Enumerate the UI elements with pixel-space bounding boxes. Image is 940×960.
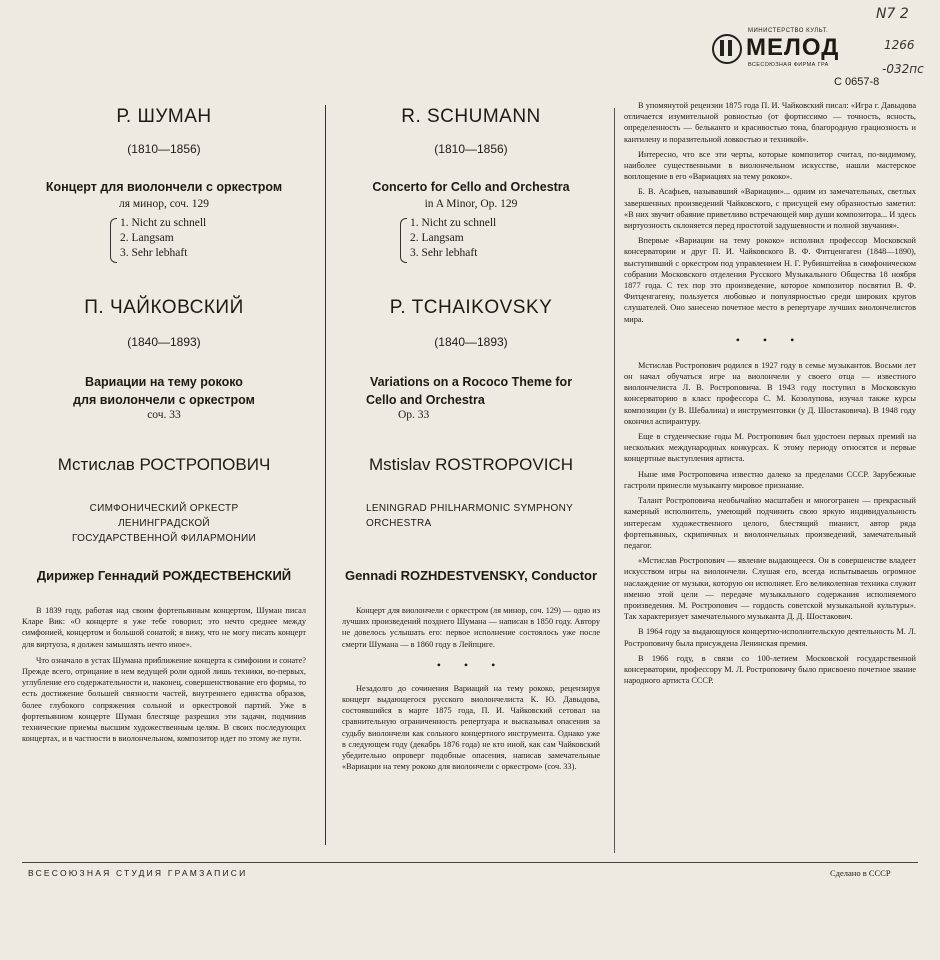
composer-schumann-en: R. SCHUMANN bbox=[401, 106, 541, 127]
conductor-ru: Дирижер Геннадий РОЖДЕСТВЕНСКИЙ bbox=[36, 568, 292, 583]
opus-tchaikovsky-en: Op. 33 bbox=[398, 409, 430, 421]
orchestra-line: ЛЕНИНГРАДСКОЙ bbox=[118, 518, 210, 529]
paragraph: Концерт для виолончели с оркестром (ля минор, соч. 129) — одно из лучших произведений позднего Шумана — написан в 1850 году. Автору не довелось услышать его: первое исполнение состоялось уже после смерти Шумана — в 1860 году в Лейпциге. bbox=[342, 606, 600, 649]
orchestra-line: ORCHESTRA bbox=[366, 518, 432, 529]
work-title-tchaikovsky-en-2: Cello and Orchestra bbox=[366, 393, 485, 407]
orchestra-en bbox=[338, 501, 604, 531]
list-item: 1. Nicht zu schnell bbox=[120, 217, 207, 229]
movement-list-en bbox=[400, 216, 604, 261]
handwritten-note-1: N7 2 bbox=[876, 6, 909, 22]
opus-tchaikovsky-ru: соч. 33 bbox=[147, 409, 181, 421]
brace bbox=[110, 218, 117, 263]
paragraph: Что означало в устах Шумана приближение концерта к симфонии и сонате? Прежде всего, отрицание в нем ведущей роли одной лишь техники, во-первых, углубление его содержательности и, наконец, совершенствование его формы, то есть достижение большей связности частей, внутреннего единства образов, более глубокого сопряжения сольной и оркестровой партий. Уже в фортепьянном концерте Шуман блестяще разрешил эти задачи, подчинив технические приемы высшим художественным целям. В своих последующих концертах, и в частности в виолончельном, композитор идет по этому же пути. bbox=[22, 655, 306, 744]
logo-line1: МИНИСТЕРСТВО КУЛЬТ. bbox=[748, 28, 829, 34]
paragraph: Интересно, что все эти черты, которые композитор считал, по-видимому, наиболее существенными в виолончельном искусстве, нашли мастерское воплощение в его «Вариациях на тему рококо». bbox=[624, 149, 916, 182]
work-title-tchaikovsky-ru-1: Вариации на тему рококо bbox=[85, 375, 243, 389]
orchestra-line: LENINGRAD PHILHARMONIC SYMPHONY bbox=[366, 503, 574, 514]
performer-ru: Мстислав РОСТРОПОВИЧ bbox=[57, 455, 271, 474]
footer-studio: ВСЕСОЮЗНАЯ СТУДИЯ ГРАМЗАПИСИ bbox=[28, 868, 248, 878]
paragraph: Незадолго до сочинения Вариаций на тему рококо, рецензируя концерт выдающегося русского виолончелиста К. Ю. Давыдова, состоявшийся в марте 1875 года, П. И. Чайковский сетовал на сравнительную ограниченность репертуара и высказывал опасения за судьбу виолончели как сольного концертного инструмента. Однако уже в следующем году (декабрь 1876 года) не кто иной, как сам Чайковский убедительно опроверг подобные опасения, написав замечательные «Вариации на тему рококо для виолончели с оркестром» (соч. 33). bbox=[342, 683, 600, 772]
footer-rule bbox=[22, 862, 918, 863]
composer-schumann-ru: Р. ШУМАН bbox=[116, 106, 212, 127]
paragraph: В 1964 году за выдающуюся концертно-исполнительскую деятельность М. Л. Ростроповичу была присуждена Ленинская премия. bbox=[624, 627, 916, 648]
footer-made-in: Сделано в СССР bbox=[830, 868, 891, 878]
paragraph: «Мстислав Ростропович — явление выдающееся. Он в совершенстве владеет искусством игры на виолончели. Слушая его, всегда испытываешь огромное наслаждение от музыки, которую он исполняет. Его великолепная техника служит именно этой цели — передаче музыкального содержания исполняемого произведения. М. Ростропович — гордость советской музыкальной культуры». Так характеризует замечательного музыканта Д. Д. Шостакович. bbox=[624, 556, 916, 622]
section-separator: • • • bbox=[735, 332, 805, 347]
work-title-tchaikovsky-en-1: Variations on a Rococo Theme for bbox=[369, 375, 573, 389]
left-column bbox=[18, 100, 310, 749]
movement-list-ru bbox=[110, 216, 310, 261]
work-title-schumann-en: Concerto for Cello and Orchestra bbox=[372, 180, 570, 194]
paragraph: Мстислав Ростропович родился в 1927 году в семье музыкантов. Восьми лет он начал обучаться игре на виолончели у своего отца — известного виолончелиста Л. В. Ростроповича. В 1943 году поступил в Московскую консерваторию в класс профессора С. М. Козолупова, изучал также курсы композиции (у В. Шебалина) и инструментовки (у Д. Шостаковича). В 1948 году окончил аспирантуру. bbox=[624, 360, 916, 426]
conductor-en: Gennadi ROZHDESTVENSKY, Conductor bbox=[344, 568, 598, 583]
section-separator: • • • bbox=[436, 657, 506, 672]
dates-schumann-ru: (1810—1856) bbox=[127, 142, 201, 156]
liner-notes-ru bbox=[18, 605, 310, 744]
paragraph: Талант Ростроповича необычайно масштабен и многогранен — прекрасный камерный исполнитель, умеющий подчинить свою яркую индивидуальность интересам художественного целого, блестящий пианист, автор ряда фортепьянных, скрипичных и виолончельных произведений, замечательный педагог. bbox=[624, 496, 916, 550]
composer-tchaikovsky-en: P. TCHAIKOVSKY bbox=[389, 297, 553, 318]
catalog-number: С 0657-8 bbox=[834, 76, 880, 88]
paragraph: Б. В. Асафьев, называвший «Вариации»... одним из замечательных, светлых завершенных произведений Чайковского, с присущей ему образностью заметил: «В них звучит обаяние приветливо встречающей мир души композитора... И здесь виртуозность склоняется перед простотой задушевности и полной звучания». bbox=[624, 187, 916, 231]
column-divider-right bbox=[614, 108, 615, 853]
work-title-tchaikovsky-ru-2: для виолончели с оркестром bbox=[73, 393, 255, 407]
logo-emblem-icon bbox=[712, 34, 742, 64]
list-item: 1. Nicht zu schnell bbox=[410, 217, 497, 229]
orchestra-line: ГОСУДАРСТВЕННОЙ ФИЛАРМОНИИ bbox=[71, 533, 257, 544]
orchestra-line: СИМФОНИЧЕСКИЙ ОРКЕСТР bbox=[89, 503, 239, 514]
melodiya-logo bbox=[706, 26, 884, 72]
paragraph: Еще в студенческие годы М. Ростропович был удостоен первых премий на нескольких международных конкурсах. К этому периоду относятся и первые концертные выступления артиста. bbox=[624, 432, 916, 464]
logo-main: МЕЛОД bbox=[746, 34, 840, 61]
middle-column bbox=[338, 100, 604, 777]
logo-line2: ВСЕСОЮЗНАЯ ФИРМА ГРА bbox=[748, 62, 829, 68]
orchestra-ru bbox=[18, 501, 310, 546]
liner-notes-mid bbox=[338, 605, 604, 772]
list-item: 2. Langsam bbox=[120, 232, 174, 244]
performer-en: Mstislav ROSTROPOVICH bbox=[368, 455, 574, 474]
dates-tchaikovsky-ru: (1840—1893) bbox=[127, 335, 201, 349]
list-item: 2. Langsam bbox=[410, 232, 464, 244]
paragraph: Ныне имя Ростроповича известно далеко за пределами СССР. Зарубежные гастроли принесли музыканту мировое признание. bbox=[624, 469, 916, 490]
column-divider-left bbox=[325, 105, 326, 845]
paragraph: В упомянутой рецензии 1875 года П. И. Чайковский писал: «Игра г. Давыдова отличается изумительной ровностью (от фортиссимо — точность, ясность, определенность — бельканто и красивостью тона, благородную грациозность и кантилену и поразительной ловкостью и техникой». bbox=[624, 101, 916, 144]
brace bbox=[400, 218, 407, 263]
right-column bbox=[624, 100, 916, 690]
dates-tchaikovsky-en: (1840—1893) bbox=[434, 335, 508, 349]
handwritten-note-2: 1266 bbox=[884, 38, 915, 52]
work-key-schumann-ru: ля минор, соч. 129 bbox=[118, 198, 210, 210]
work-title-schumann-ru: Концерт для виолончели с оркестром bbox=[45, 180, 283, 194]
dates-schumann-en: (1810—1856) bbox=[434, 142, 508, 156]
paragraph: В 1839 году, работая над своим фортепьянным концертом, Шуман писал Кларе Вик: «О концерте я уже тебе говорил; это нечто среднее между симфонией, концертом и большой сонатой; я вижу, что не могу писать концерт для виртуоза, я должен замышлять нечто иное». bbox=[22, 606, 306, 649]
paragraph: В 1966 году, в связи со 100-летием Московской государственной консерватории, профессору М. Л. Ростроповичу было присвоено почетное звание народного артиста СССР. bbox=[624, 653, 916, 686]
work-key-schumann-en: in A Minor, Op. 129 bbox=[424, 198, 518, 210]
list-item: 3. Sehr lebhaft bbox=[410, 247, 478, 259]
paragraph: Впервые «Вариации на тему рококо» исполнил профессор Московской консерватории и друг П. И. Чайковского В. Ф. Фитценгаген (1848—1890), выступивший с оркестром под управлением Н. Г. Рубинштейна в симфоническом собрании Московского отделения Русского Музыкального Общества 18 ноября 1877 года. С тех пор это произведение, которое композитор посвятил В. Ф. Фитценгагену, пользуется любовью и популярностью среди широких кругов слушателей. Оно занесено почетное место в репертуаре лучших виолончелистов мира. bbox=[624, 236, 916, 324]
composer-tchaikovsky-ru: П. ЧАЙКОВСКИЙ bbox=[84, 297, 244, 318]
handwritten-note-3: -032пс bbox=[882, 62, 924, 76]
list-item: 3. Sehr lebhaft bbox=[120, 247, 188, 259]
